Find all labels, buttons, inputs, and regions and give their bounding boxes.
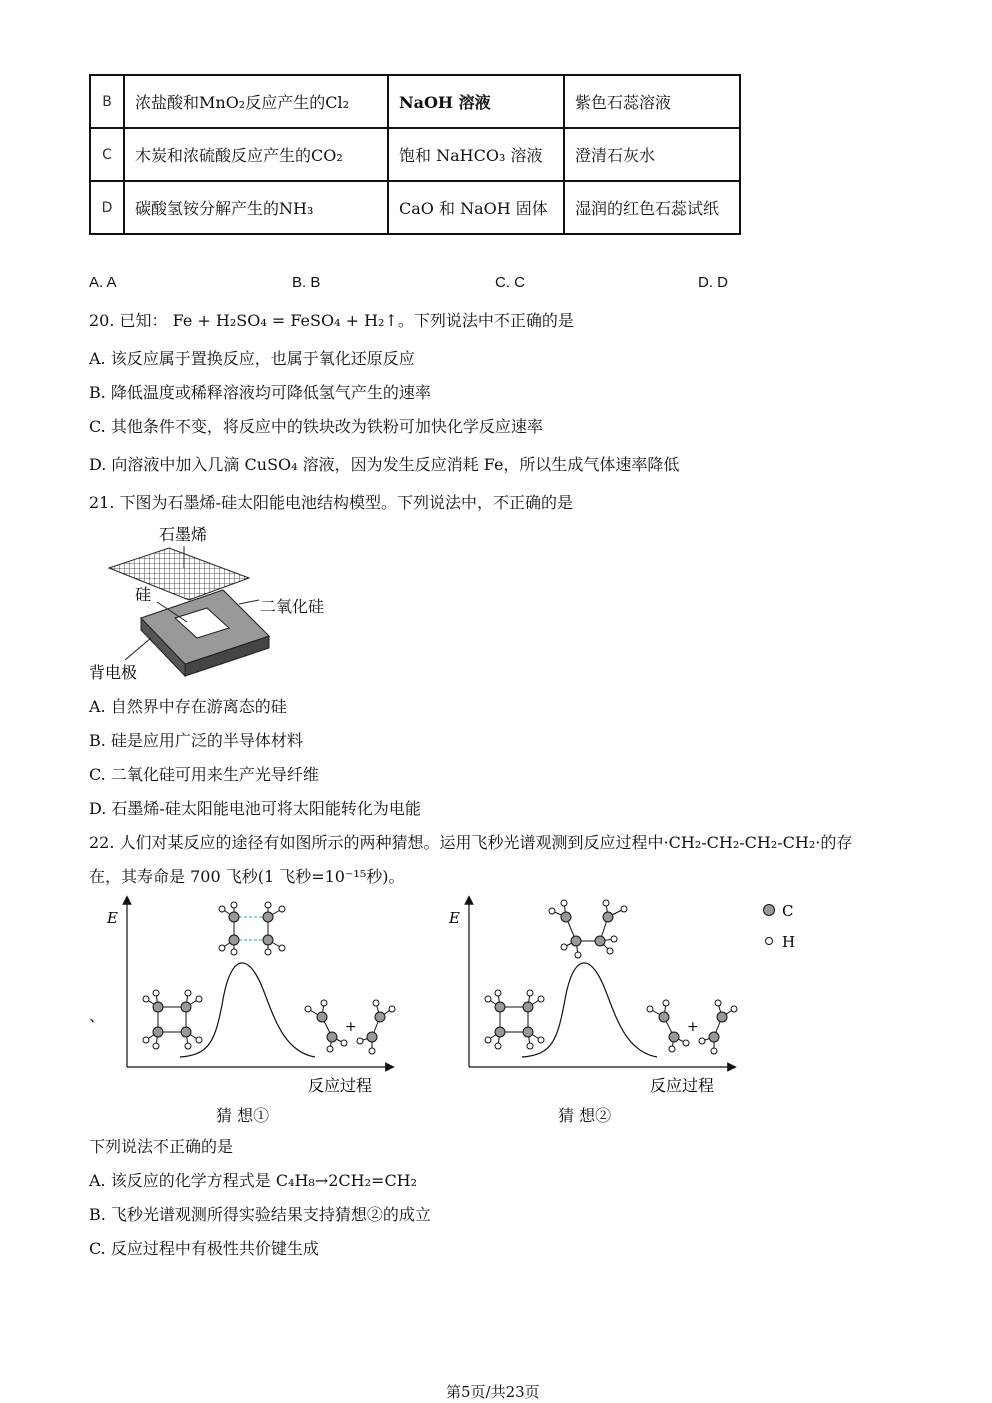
hydrogen-legend-label: H [782, 933, 796, 951]
energy-diagram-1 [100, 895, 400, 1125]
q20-option-a[interactable]: A. 该反应属于置换反应，也属于氧化还原反应 [89, 349, 415, 368]
sio2-label: 二氧化硅 [260, 597, 325, 616]
carbon-legend-icon [764, 905, 775, 916]
table-row [90, 128, 740, 181]
q20-option-d[interactable]: D. 向溶液中加入几滴 CuSO₄ 溶液，因为发生反应消耗 Fe，所以生成气体速率降低 [89, 455, 680, 474]
carbon-legend-label: C [782, 902, 794, 920]
energy-axis-label: E [449, 909, 460, 927]
back-electrode-label: 背电极 [89, 663, 138, 682]
q22-option-b[interactable]: B. 飞秒光谱观测所得实验结果支持猜想②的成立 [89, 1205, 431, 1224]
q21-stem: 21. 下图为石墨烯-硅太阳能电池结构模型。下列说法中，不正确的是 [89, 493, 573, 512]
silicon-label: 硅 [135, 585, 152, 604]
page-footer: 第5页/共23页 [446, 1383, 540, 1401]
energy-diagram-2 [442, 895, 742, 1125]
indicator-cell: 紫色石蕊溶液 [564, 75, 740, 128]
q22-stem-line1: 22. 人们对某反应的途径有如图所示的两种猜想。运用飞秒光谱观测到反应过程中·CH₂-CH₂-CH₂-CH₂·的存 [89, 833, 853, 852]
reaction-axis-label: 反应过程 [308, 1076, 373, 1095]
plus-sign: + [345, 1019, 357, 1035]
row-letter: C [90, 128, 124, 181]
plus-sign: + [687, 1019, 699, 1035]
q22-stem-line2: 在，其寿命是 700 飞秒(1 飞秒=10⁻¹⁵秒)。 [89, 867, 405, 886]
q22-option-a[interactable]: A. 该反应的化学方程式是 C₄H₈→2CH₂=CH₂ [89, 1171, 418, 1190]
q19-option-d[interactable]: D. D [698, 274, 728, 291]
q19-option-b[interactable]: B. B [292, 274, 321, 291]
q20-stem: 20. 已知： Fe + H₂SO₄ = FeSO₄ + H₂↑。下列说法中不正确的是 [89, 311, 574, 330]
gas-cell: 木炭和浓硫酸反应产生的CO₂ [124, 128, 388, 181]
q21-option-a[interactable]: A. 自然界中存在游离态的硅 [89, 697, 287, 716]
indicator-cell: 湿润的红色石蕊试纸 [564, 181, 740, 234]
indicator-cell: 澄清石灰水 [564, 128, 740, 181]
gas-cell: 碳酸氢铵分解产生的NH₃ [124, 181, 388, 234]
cyclobutane-molecule [143, 990, 202, 1049]
table-row [90, 181, 740, 234]
energy-axis-label: E [107, 909, 118, 927]
q19-option-a[interactable]: A. A [89, 274, 117, 291]
q19-option-c[interactable]: C. C [495, 274, 525, 291]
gas-cell: 浓盐酸和MnO₂反应产生的Cl₂ [124, 75, 388, 128]
reaction-axis-label: 反应过程 [650, 1076, 715, 1095]
q22-prompt: 下列说法不正确的是 [89, 1137, 234, 1156]
q21-option-c[interactable]: C. 二氧化硅可用来生产光导纤维 [89, 765, 319, 784]
reagent-cell: NaOH 溶液 [388, 75, 564, 128]
solar-cell-diagram [89, 518, 289, 683]
table-row [90, 75, 740, 128]
separator-comma: 、 [89, 1006, 106, 1025]
q20-option-c[interactable]: C. 其他条件不变，将反应中的铁块改为铁粉可加快化学反应速率 [89, 417, 543, 436]
row-letter: D [90, 181, 124, 234]
q22-option-c[interactable]: C. 反应过程中有极性共价键生成 [89, 1239, 319, 1258]
caption-hypothesis-2: 猜 想② [558, 1106, 612, 1125]
q21-option-d[interactable]: D. 石墨烯-硅太阳能电池可将太阳能转化为电能 [89, 799, 421, 818]
hydrogen-legend-icon [766, 938, 773, 945]
transition-state-molecule [219, 902, 285, 955]
row-letter: B [90, 75, 124, 128]
caption-hypothesis-1: 猜 想① [216, 1106, 270, 1125]
graphene-sheet [109, 548, 249, 600]
reagent-cell: CaO 和 NaOH 固体 [388, 181, 564, 234]
q20-option-b[interactable]: B. 降低温度或稀释溶液均可降低氢气产生的速率 [89, 383, 431, 402]
reagent-cell: 饱和 NaHCO₃ 溶液 [388, 128, 564, 181]
q21-option-b[interactable]: B. 硅是应用广泛的半导体材料 [89, 731, 303, 750]
cyclobutane-molecule [485, 990, 544, 1049]
options-table [89, 74, 741, 235]
diradical-molecule [549, 900, 627, 958]
graphene-label: 石墨烯 [159, 525, 208, 544]
atom-legend [760, 900, 810, 955]
